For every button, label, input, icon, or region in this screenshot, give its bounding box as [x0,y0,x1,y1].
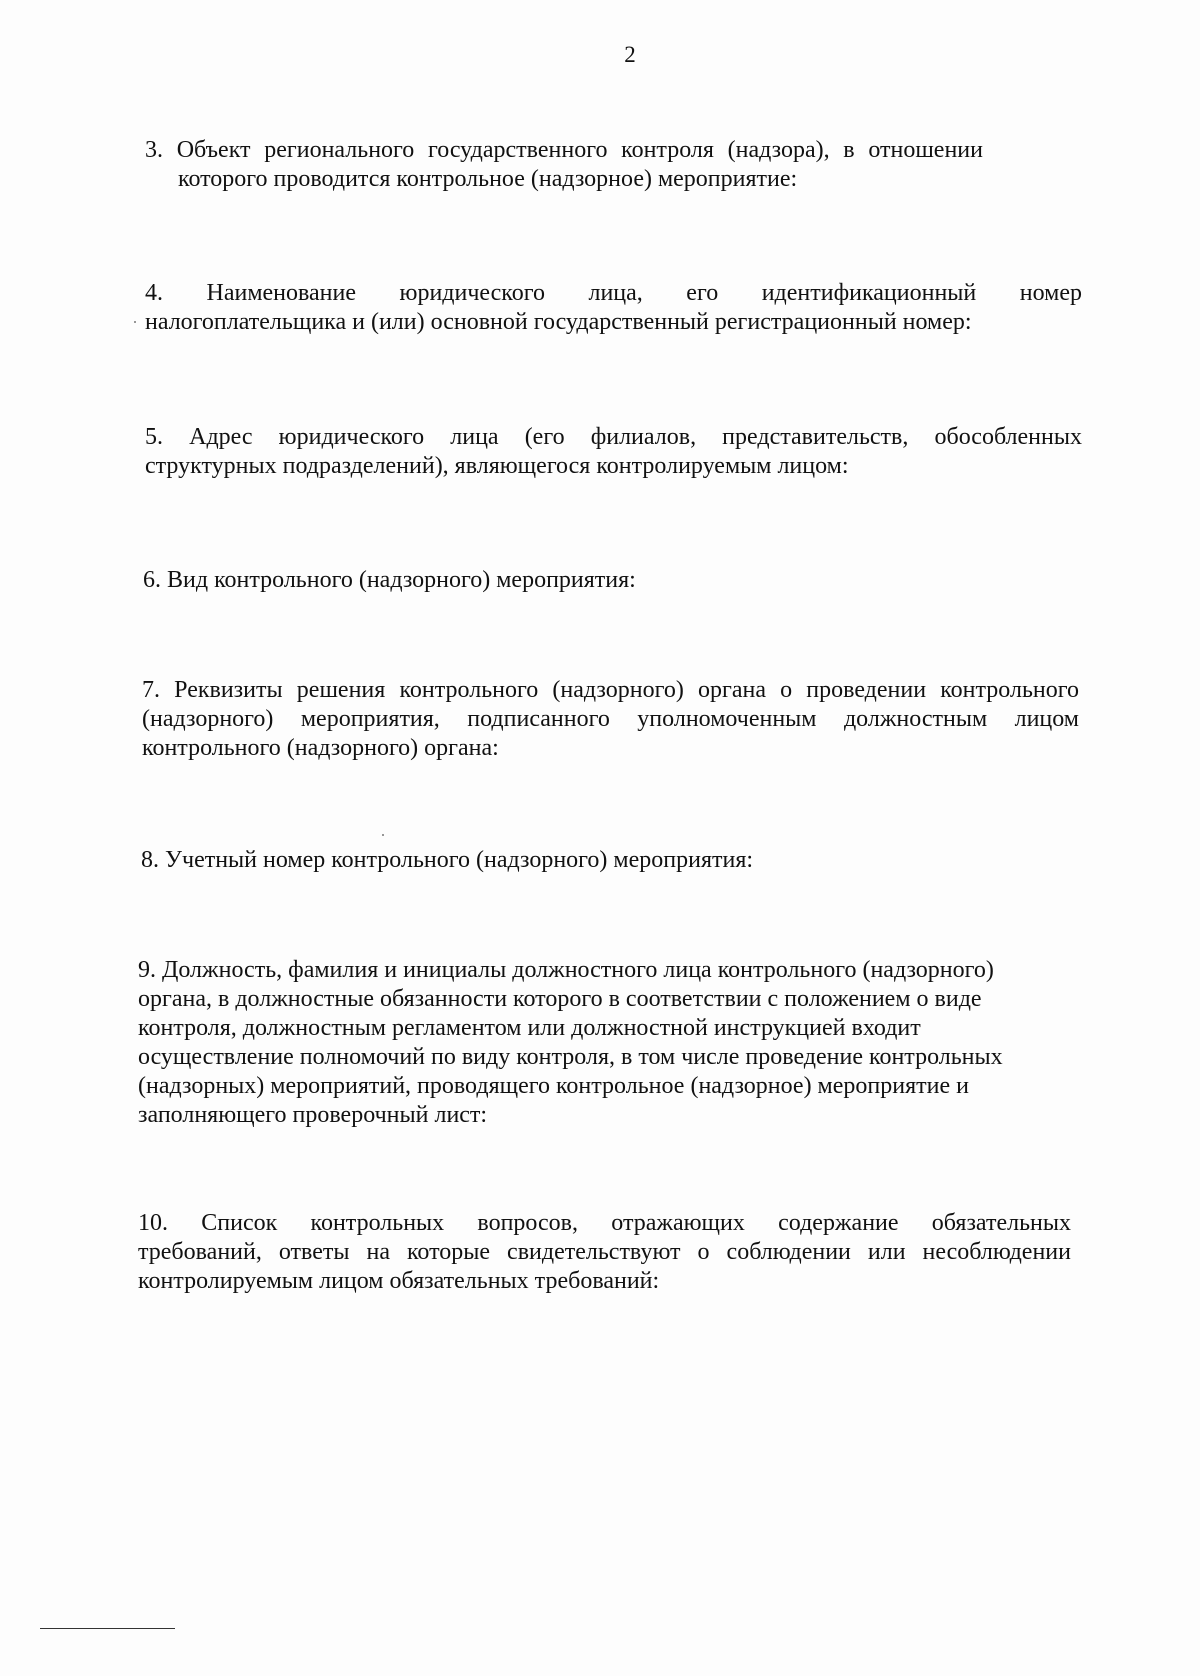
item-6-line-1: 6. Вид контрольного (надзорного) мероприятия: [143,567,636,593]
item-7-line-3: контрольного (надзорного) органа: [142,735,499,761]
item-7-line-2: (надзорного) мероприятия, подписанного уполномоченным должностным лицом [142,706,1079,732]
item-9-line-4: осуществление полномочий по виду контроля, в том числе проведение контрольных [138,1044,1003,1070]
item-9-line-1: 9. Должность, фамилия и инициалы должностного лица контрольного (надзорного) [138,957,994,983]
item-9-line-2: органа, в должностные обязанности которого в соответствии с положением о виде [138,986,982,1012]
item-5-line-2: структурных подразделений), являющегося контролируемым лицом: [145,453,849,479]
scan-speck [382,834,384,836]
item-3-object-of-control [145,136,983,194]
item-8-line-1: 8. Учетный номер контрольного (надзорного) мероприятия: [141,847,754,873]
item-9-line-3: контроля, должностным регламентом или должностной инструкцией входит [138,1015,921,1041]
item-9-line-6: заполняющего проверочный лист: [138,1102,488,1128]
footnote-rule [40,1628,175,1629]
item-5-line-1: 5. Адрес юридического лица (его филиалов, представительств, обособленных [145,424,1082,450]
page-number: 2 [624,42,636,67]
item-4-legal-entity-name [145,279,1082,337]
item-3-line-1: 3. Объект регионального государственного контроля (надзора), в отношении [145,137,983,163]
item-10-line-2: требований, ответы на которые свидетельствуют о соблюдении или несоблюдении [138,1239,1071,1265]
item-7-decision-details [142,676,1079,763]
item-9-line-5: (надзорных) мероприятий, проводящего контрольное (надзорное) мероприятие и [138,1073,969,1099]
item-5-legal-entity-address [145,423,1082,481]
item-9-official-details [138,956,1075,1130]
item-7-line-1: 7. Реквизиты решения контрольного (надзорного) органа о проведении контрольного [142,677,1079,703]
item-8-registration-number [141,846,1071,875]
item-10-control-questions [138,1209,1071,1296]
item-6-event-type [143,566,1073,595]
item-10-line-3: контролируемым лицом обязательных требований: [138,1268,660,1294]
item-4-line-1: 4. Наименование юридического лица, его идентификационный номер [145,280,1082,306]
item-3-line-2: которого проводится контрольное (надзорное) мероприятие: [178,166,798,192]
scan-speck [134,321,136,323]
item-4-line-2: налогоплательщика и (или) основной государственный регистрационный номер: [145,309,972,335]
item-10-line-1: 10. Список контрольных вопросов, отражающих содержание обязательных [138,1210,1071,1236]
